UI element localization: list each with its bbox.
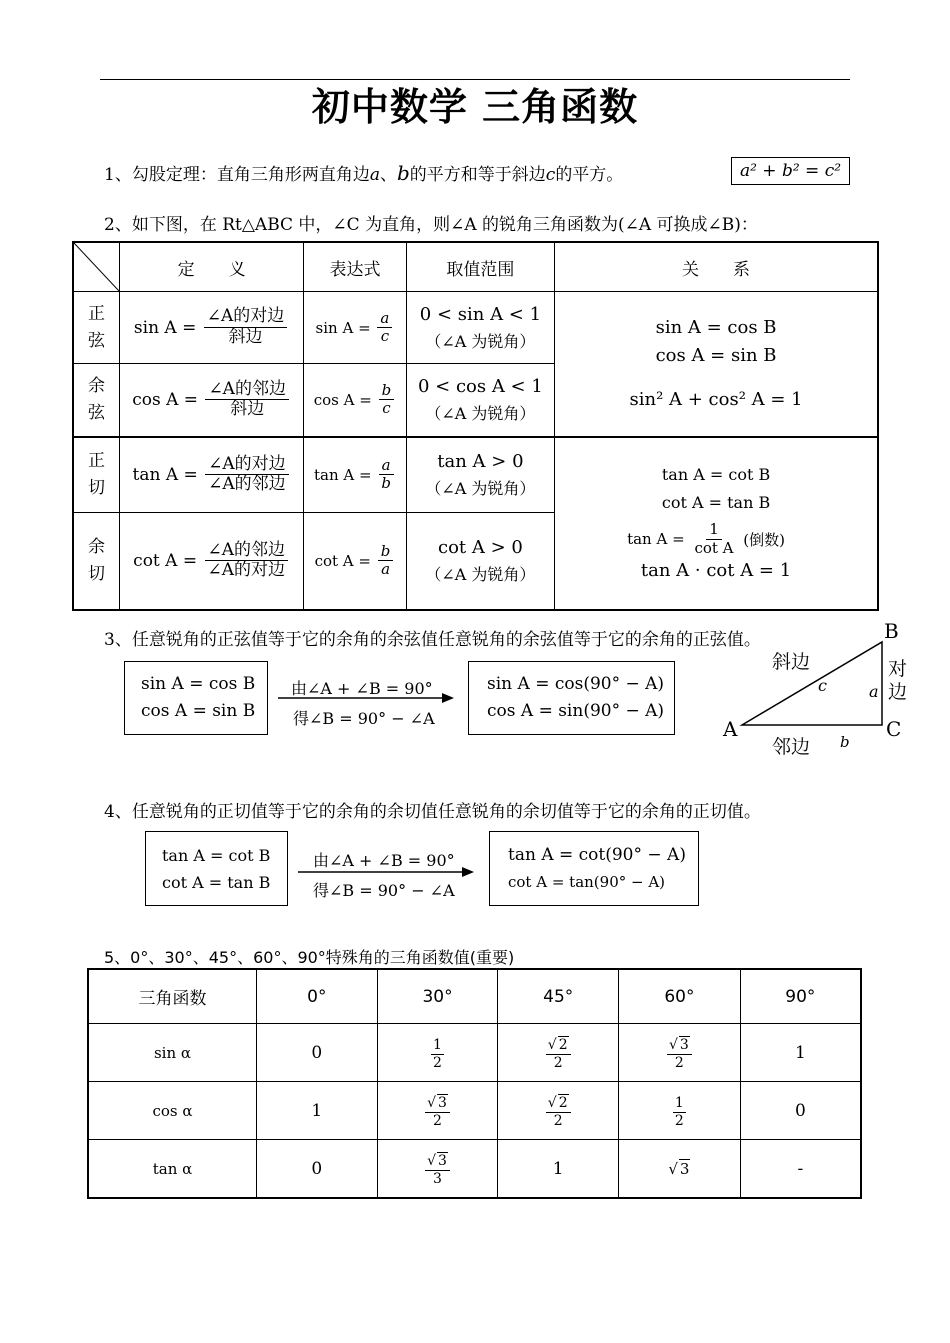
sin-90: 1 [740,1024,861,1082]
cos-30: $\frac{√ 3}{2}$ [377,1082,498,1140]
rel-reciprocal-num: 1 [706,521,722,539]
sine-range-value: 0 < sin A < 1 [419,303,542,325]
vertex-B: B [884,619,899,643]
rel-tan-cot-product: tan A · cot A = 1 [640,559,792,581]
sin-30 [377,1024,498,1082]
vertex-C: C [886,717,902,741]
special-header-row [88,969,861,1024]
cosine-def-lhs: cos A = [132,389,199,410]
fn-sin: sin α [88,1024,257,1082]
cos-45-den: 2 [553,1112,563,1129]
item3-arrow-bottom: 得∠B = 90° − ∠A [293,709,435,728]
sin-60-den: 2 [674,1054,684,1071]
label-adjacent: 邻边 [772,736,811,758]
tangent-row [73,437,878,513]
tangent-expr-lhs: tan A = [313,465,372,484]
item3-right-box [468,661,675,735]
sin-60: $\frac{√ 3}{2}$ [619,1024,741,1082]
sine-def-num: ∠A的对边 [204,307,288,328]
item3-left-box [124,661,268,735]
tangent-range-note: （∠A 为锐角） [425,478,536,498]
cos-30-num: 3 [438,1094,447,1111]
sin-30-num: 1 [433,1036,442,1053]
var-c: c [545,165,556,185]
item4-statement: 4、任意锐角的正切值等于它的余角的余切值任意锐角的余切值等于它的余角的正切值。 [104,802,761,822]
cotangent-expression [304,513,407,610]
cotangent-range-value: cot A > 0 [437,536,523,558]
item1-text-a: 1、勾股定理：直角三角形两直角边 [104,165,370,185]
item1-text-c: 的平方。 [555,165,624,185]
tan-0: 0 [257,1140,378,1199]
row-name-tangent: 正切 [73,437,120,513]
item1-text-b: 的平方和等于斜边 [409,165,546,185]
item4-arrow-top: 由∠A + ∠B = 90° [313,851,455,870]
sine-expr-lhs: sin A = [315,318,371,337]
item5-statement: 5、0°、30°、45°、60°、90°特殊角的三角函数值(重要) [104,948,515,967]
rel-reciprocal-lhs: tan A = [627,530,685,548]
rel-reciprocal [535,521,877,557]
pythagoras-statement [104,160,623,185]
sine-def-lhs: sin A = [133,317,197,338]
tangent-definition [120,437,304,513]
rel-cos-sin-b: cos A = sin B [655,344,777,366]
rel-tan-cot-b: tan A = cot B [661,465,771,485]
item4-arrow-bottom: 得∠B = 90° − ∠A [313,881,455,900]
cosine-expression [304,364,407,437]
sin-45-den: 2 [553,1054,563,1071]
rel-cot-tan-b: cot A = tan B [661,493,771,513]
cosine-def-den: 斜边 [230,399,265,420]
cos-60-num: 1 [674,1094,684,1111]
definition-table [72,241,879,611]
pythagoras-formula-box: a² + b² = c² [731,157,850,185]
sine-expr-den: c [380,327,390,345]
item3-left-line2: cos A = sin B [141,701,256,721]
diagonal-corner-cell [73,242,120,292]
header-expression: 表达式 [304,242,407,292]
label-b: b [840,733,850,751]
cosine-range-note: （∠A 为锐角） [425,403,536,423]
tan-30-num: 3 [438,1152,447,1169]
tangent-expr-den: b [381,474,391,493]
sine-definition [120,292,304,364]
header-60deg: 60° [619,969,741,1024]
tan-30: $\frac{√ 3}{3}$ [377,1140,498,1199]
item4-left-line2: cot A = tan B [162,873,271,892]
sin-60-num: 3 [679,1036,689,1053]
header-definition: 定 义 [120,242,304,292]
item2-statement: 2、如下图，在 Rt△ABC 中，∠C 为直角，则∠A 的锐角三角函数为(∠A 可换成∠B)： [104,215,758,235]
header-range: 取值范围 [406,242,554,292]
sine-expr-num: a [377,310,392,328]
sin-cos-relations [555,292,878,437]
cosine-expr-num: b [379,382,395,400]
tan-60-value: 3 [679,1160,690,1178]
special-angles-table [87,968,862,1199]
var-a: a [369,165,380,185]
sin-0: 0 [257,1024,378,1082]
tangent-expr-num: a [379,457,394,475]
cos-0: 1 [257,1082,378,1140]
item3-right-line2: cos A = sin(90° − A) [487,701,665,721]
cosine-expr-lhs: cos A = [313,390,372,409]
tan-45: 1 [498,1140,619,1199]
cosine-definition [120,364,304,437]
sine-range-note: （∠A 为锐角） [425,331,536,351]
item4-right-box [489,831,699,906]
tan-90: - [740,1140,861,1199]
header-30deg: 30° [377,969,498,1024]
label-a: a [869,682,879,701]
rel-sin-cos-b: sin A = cos B [655,316,777,338]
fn-cos: cos α [88,1082,257,1140]
sin-45: $\frac{√ 2}{2}$ [498,1024,619,1082]
tangent-expression [304,437,407,513]
cotangent-definition [120,513,304,610]
tangent-def-num: ∠A的对边 [205,455,289,476]
item4-left-line1: tan A = cot B [162,846,271,865]
item3-arrow [276,690,456,706]
cos-45-num: 2 [558,1094,568,1111]
tan-cot-relations [555,437,878,610]
item4-right-line2: cot A = tan(90° − A) [508,873,666,891]
cos-45: $\frac{√ 2}{2}$ [498,1082,619,1140]
diagonal-line [74,243,119,291]
header-0deg: 0° [257,969,378,1024]
cotangent-expr-lhs: cot A = [314,551,371,570]
cos-30-den: 2 [433,1112,442,1129]
tangent-def-den: ∠A的邻边 [208,474,286,495]
cosine-range [406,364,554,437]
label-opposite: 对边 [888,658,908,703]
cosine-def-num: ∠A的邻边 [205,380,289,401]
item4-right-line1: tan A = cot(90° − A) [508,845,686,865]
cotangent-range [406,513,554,610]
definition-header-row [73,242,878,292]
sin-values-row [88,1024,861,1082]
sine-range [406,292,554,364]
tangent-def-lhs: tan A = [132,464,198,485]
header-90deg: 90° [740,969,861,1024]
cotangent-def-num: ∠A的邻边 [205,541,289,562]
cos-90: 0 [740,1082,861,1140]
vertex-A: A [723,717,738,741]
cosine-expr-den: c [382,399,391,418]
row-name-cosine: 余弦 [73,364,120,437]
cos-60 [619,1082,741,1140]
header-45deg: 45° [498,969,619,1024]
cotangent-expr-num: b [378,543,394,561]
item4-left-box [145,831,288,906]
item3-arrow-top: 由∠A + ∠B = 90° [291,679,433,698]
row-name-sine: 正弦 [73,292,120,364]
rel-reciprocal-note: (倒数) [743,530,785,549]
tan-values-row [88,1140,861,1199]
page-title: 初中数学 三角函数 [311,85,639,129]
sine-row [73,292,878,364]
tangent-range [406,437,554,513]
right-triangle-diagram [738,636,888,732]
fn-tan: tan α [88,1140,257,1199]
item3-right-line1: sin A = cos(90° − A) [487,674,665,694]
header-relations: 关 系 [555,242,878,292]
cos-60-den: 2 [674,1112,684,1129]
cosine-range-value: 0 < cos A < 1 [417,375,543,397]
sine-expression [304,292,407,364]
sine-def-den: 斜边 [228,327,263,347]
label-hypotenuse: 斜边 [772,651,811,673]
item3-statement: 3、任意锐角的正弦值等于它的余角的余弦值任意锐角的余弦值等于它的余角的正弦值。 [104,630,761,650]
sin-30-den: 2 [433,1054,442,1071]
header-function: 三角函数 [88,969,257,1024]
label-c: c [818,676,827,695]
cotangent-range-note: （∠A 为锐角） [425,564,536,584]
row-name-cotangent: 余切 [73,513,120,610]
tan-60: √ 3 [619,1140,741,1199]
item3-left-line1: sin A = cos B [141,674,256,694]
cotangent-def-den: ∠A的对边 [207,560,286,581]
sin-45-num: 2 [558,1036,568,1053]
var-b: b [396,161,410,185]
rel-reciprocal-den: cot A [694,538,734,557]
cotangent-expr-den: a [381,560,391,579]
cotangent-def-lhs: cot A = [133,550,198,571]
tan-30-den: 3 [433,1170,442,1187]
item1-sep: 、 [379,165,397,185]
rel-pythagorean-identity: sin² A + cos² A = 1 [629,388,803,410]
cos-values-row [88,1082,861,1140]
tangent-range-value: tan A > 0 [437,450,524,472]
